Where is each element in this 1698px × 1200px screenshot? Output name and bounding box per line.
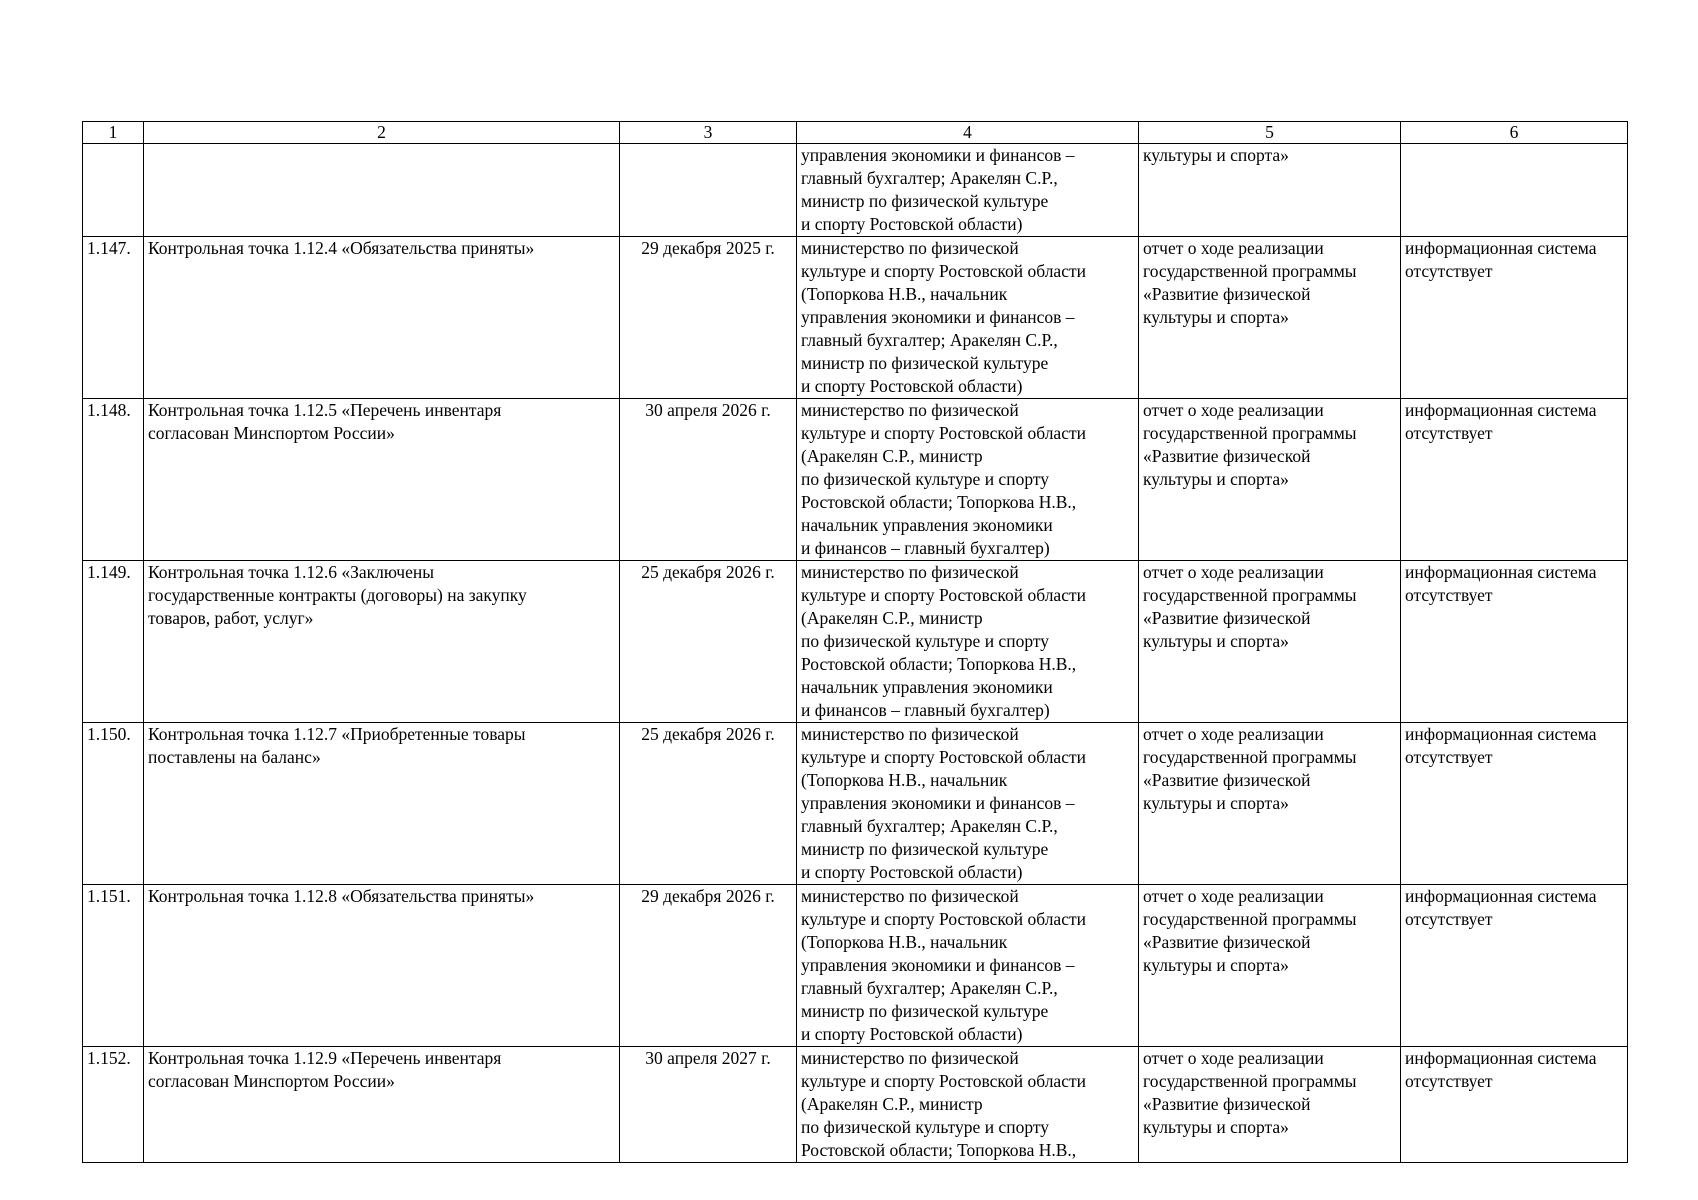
control-point-name: Контрольная точка 1.12.6 «Заключены государственные контракты (договоры) на закупку товаров, работ, услуг» bbox=[144, 561, 620, 723]
confirming-document: отчет о ходе реализации государственной программы «Развитие физической культуры и спорта» bbox=[1139, 723, 1401, 885]
continuation-row bbox=[83, 144, 1628, 237]
deadline-date: 25 декабря 2026 г. bbox=[620, 561, 797, 723]
responsible-executor: министерство по физической культуре и спорту Ростовской области (Топоркова Н.В., начальник управления экономики и финансов – главный бухгалтер; Аракелян С.Р., министр по физической культуре и спорту Ростовской области) bbox=[797, 885, 1139, 1047]
header-row bbox=[83, 122, 1628, 144]
confirming-document: отчет о ходе реализации государственной программы «Развитие физической культуры и спорта» bbox=[1139, 399, 1401, 561]
row-number: 1.148. bbox=[83, 399, 144, 561]
header-cell-5: 5 bbox=[1139, 122, 1401, 144]
information-system: информационная система отсутствует bbox=[1401, 723, 1628, 885]
row-number: 1.150. bbox=[83, 723, 144, 885]
control-point-name bbox=[144, 144, 620, 237]
header-cell-6: 6 bbox=[1401, 122, 1628, 144]
control-point-name: Контрольная точка 1.12.7 «Приобретенные товары поставлены на баланс» bbox=[144, 723, 620, 885]
table-row bbox=[83, 237, 1628, 399]
information-system: информационная система отсутствует bbox=[1401, 1047, 1628, 1163]
deadline-date bbox=[620, 144, 797, 237]
responsible-executor: министерство по физической культуре и спорту Ростовской области (Аракелян С.Р., министр по физической культуре и спорту Ростовской области; Топоркова Н.В., bbox=[797, 1047, 1139, 1163]
table-row bbox=[83, 723, 1628, 885]
confirming-document: отчет о ходе реализации государственной программы «Развитие физической культуры и спорта» bbox=[1139, 885, 1401, 1047]
table-row bbox=[83, 1047, 1628, 1163]
deadline-date: 29 декабря 2025 г. bbox=[620, 237, 797, 399]
control-point-name: Контрольная точка 1.12.5 «Перечень инвентаря согласован Минспортом России» bbox=[144, 399, 620, 561]
header-cell-1: 1 bbox=[83, 122, 144, 144]
row-number: 1.151. bbox=[83, 885, 144, 1047]
confirming-document: культуры и спорта» bbox=[1139, 144, 1401, 237]
responsible-executor: министерство по физической культуре и спорту Ростовской области (Аракелян С.Р., министр по физической культуре и спорту Ростовской области; Топоркова Н.В., начальник управления экономики и финансов – главный бухгалтер) bbox=[797, 561, 1139, 723]
confirming-document: отчет о ходе реализации государственной программы «Развитие физической культуры и спорта» bbox=[1139, 561, 1401, 723]
confirming-document: отчет о ходе реализации государственной программы «Развитие физической культуры и спорта» bbox=[1139, 237, 1401, 399]
control-point-name: Контрольная точка 1.12.9 «Перечень инвентаря согласован Минспортом России» bbox=[144, 1047, 620, 1163]
control-point-name: Контрольная точка 1.12.4 «Обязательства приняты» bbox=[144, 237, 620, 399]
header-cell-2: 2 bbox=[144, 122, 620, 144]
control-points-table bbox=[82, 121, 1628, 1163]
row-number: 1.147. bbox=[83, 237, 144, 399]
responsible-executor: министерство по физической культуре и спорту Ростовской области (Топоркова Н.В., начальник управления экономики и финансов – главный бухгалтер; Аракелян С.Р., министр по физической культуре и спорту Ростовской области) bbox=[797, 723, 1139, 885]
row-number: 1.149. bbox=[83, 561, 144, 723]
deadline-date: 30 апреля 2027 г. bbox=[620, 1047, 797, 1163]
information-system: информационная система отсутствует bbox=[1401, 399, 1628, 561]
information-system: информационная система отсутствует bbox=[1401, 237, 1628, 399]
control-point-name: Контрольная точка 1.12.8 «Обязательства приняты» bbox=[144, 885, 620, 1047]
responsible-executor: министерство по физической культуре и спорту Ростовской области (Аракелян С.Р., министр по физической культуре и спорту Ростовской области; Топоркова Н.В., начальник управления экономики и финансов – главный бухгалтер) bbox=[797, 399, 1139, 561]
deadline-date: 30 апреля 2026 г. bbox=[620, 399, 797, 561]
deadline-date: 25 декабря 2026 г. bbox=[620, 723, 797, 885]
row-number: 1.152. bbox=[83, 1047, 144, 1163]
table-row bbox=[83, 561, 1628, 723]
confirming-document: отчет о ходе реализации государственной программы «Развитие физической культуры и спорта» bbox=[1139, 1047, 1401, 1163]
table-row bbox=[83, 399, 1628, 561]
header-cell-4: 4 bbox=[797, 122, 1139, 144]
responsible-executor: министерство по физической культуре и спорту Ростовской области (Топоркова Н.В., начальник управления экономики и финансов – главный бухгалтер; Аракелян С.Р., министр по физической культуре и спорту Ростовской области) bbox=[797, 237, 1139, 399]
information-system bbox=[1401, 144, 1628, 237]
information-system: информационная система отсутствует bbox=[1401, 561, 1628, 723]
deadline-date: 29 декабря 2026 г. bbox=[620, 885, 797, 1047]
responsible-executor: управления экономики и финансов – главный бухгалтер; Аракелян С.Р., министр по физической культуре и спорту Ростовской области) bbox=[797, 144, 1139, 237]
header-cell-3: 3 bbox=[620, 122, 797, 144]
information-system: информационная система отсутствует bbox=[1401, 885, 1628, 1047]
row-number bbox=[83, 144, 144, 237]
table-row bbox=[83, 885, 1628, 1047]
